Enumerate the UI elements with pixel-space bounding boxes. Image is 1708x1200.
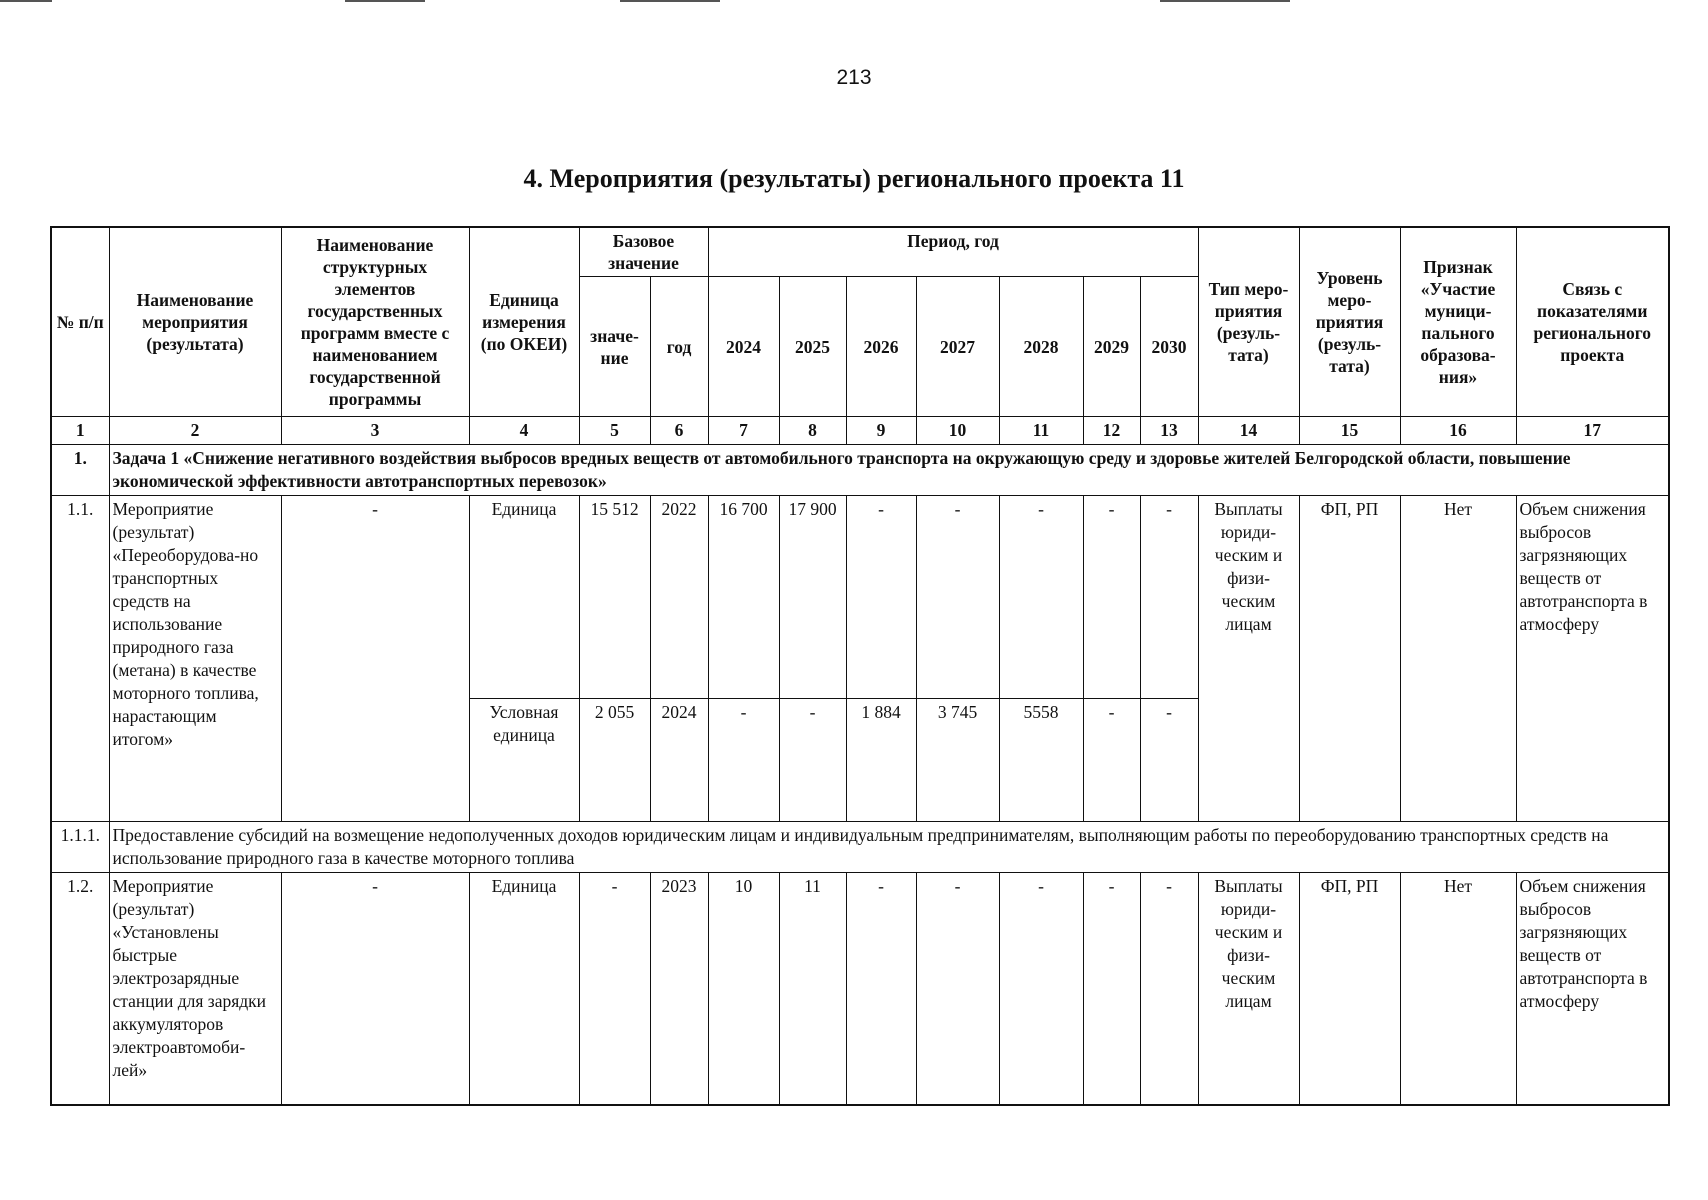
value-2025: 17 900 bbox=[779, 496, 846, 699]
activity-name: Мероприятие (результат) «Установлены быстрые электрозарядные станции для зарядки аккумуляторов электроавтомоби-лей» bbox=[109, 873, 281, 1105]
column-numbers-row bbox=[51, 417, 1669, 445]
value-2029: - bbox=[1083, 496, 1140, 699]
value-2028: 5558 bbox=[999, 699, 1083, 822]
value-2030: - bbox=[1140, 873, 1198, 1105]
task-row bbox=[51, 445, 1669, 496]
row-num: 1.1.1. bbox=[51, 822, 109, 873]
header-year-2030: 2030 bbox=[1140, 277, 1198, 417]
task-num: 1. bbox=[51, 445, 109, 496]
col-number: 12 bbox=[1083, 417, 1140, 445]
page-number: 213 bbox=[836, 66, 872, 89]
table-row-1-1-1 bbox=[51, 822, 1669, 873]
unit: Единица bbox=[469, 496, 579, 699]
scan-edge-mark bbox=[345, 0, 425, 2]
header-year-2024: 2024 bbox=[708, 277, 779, 417]
activity-type: Выплаты юриди-ческим и физи-ческим лицам bbox=[1198, 496, 1299, 822]
col-number: 11 bbox=[999, 417, 1083, 445]
col-number: 1 bbox=[51, 417, 109, 445]
col-number: 6 bbox=[650, 417, 708, 445]
base-value: 2 055 bbox=[579, 699, 650, 822]
row-num: 1.1. bbox=[51, 496, 109, 822]
value-2030: - bbox=[1140, 496, 1198, 699]
header-type: Тип меро-приятия (резуль-тата) bbox=[1198, 227, 1299, 417]
col-number: 2 bbox=[109, 417, 281, 445]
col-number: 4 bbox=[469, 417, 579, 445]
header-year-2028: 2028 bbox=[999, 277, 1083, 417]
header-sign: Признак «Участие муници-пального образова-ния» bbox=[1400, 227, 1516, 417]
header-name: Наименование мероприятия (результата) bbox=[109, 227, 281, 417]
base-value: - bbox=[579, 873, 650, 1105]
municipal-sign: Нет bbox=[1400, 873, 1516, 1105]
scan-edge-mark bbox=[1160, 0, 1290, 2]
header-year-2025: 2025 bbox=[779, 277, 846, 417]
col-number: 7 bbox=[708, 417, 779, 445]
indicator-link: Объем снижения выбросов загрязняющих веществ от автотранспорта в атмосферу bbox=[1516, 496, 1669, 822]
base-year: 2024 bbox=[650, 699, 708, 822]
value-2026: - bbox=[846, 496, 916, 699]
subsidy-text: Предоставление субсидий на возмещение недополученных доходов юридическим лицам и индивидуальным предпринимателям, выполняющим работы по переоборудованию транспортных средств на использование природного газа в качестве моторного топлива bbox=[109, 822, 1669, 873]
value-2029: - bbox=[1083, 699, 1140, 822]
indicator-link: Объем снижения выбросов загрязняющих веществ от автотранспорта в атмосферу bbox=[1516, 873, 1669, 1105]
header-struct: Наименование структурных элементов государственных программ вместе с наименованием государственной программы bbox=[281, 227, 469, 417]
scan-edge-mark bbox=[0, 0, 52, 2]
base-value: 15 512 bbox=[579, 496, 650, 699]
value-2024: 10 bbox=[708, 873, 779, 1105]
unit: Единица bbox=[469, 873, 579, 1105]
unit: Условная единица bbox=[469, 699, 579, 822]
value-2024: 16 700 bbox=[708, 496, 779, 699]
col-number: 5 bbox=[579, 417, 650, 445]
base-year: 2023 bbox=[650, 873, 708, 1105]
value-2028: - bbox=[999, 496, 1083, 699]
value-2028: - bbox=[999, 873, 1083, 1105]
value-2026: - bbox=[846, 873, 916, 1105]
activity-level: ФП, РП bbox=[1299, 873, 1400, 1105]
municipal-sign: Нет bbox=[1400, 496, 1516, 822]
header-num: № п/п bbox=[51, 227, 109, 417]
col-number: 17 bbox=[1516, 417, 1669, 445]
activity-name: Мероприятие (результат) «Переоборудова-но транспортных средств на использование природного газа (метана) в качестве моторного топлива, нарастающим итогом» bbox=[109, 496, 281, 822]
activities-table bbox=[50, 226, 1670, 1106]
base-year: 2022 bbox=[650, 496, 708, 699]
struct-elements: - bbox=[281, 873, 469, 1105]
header-year-2027: 2027 bbox=[916, 277, 999, 417]
value-2027: - bbox=[916, 496, 999, 699]
value-2027: - bbox=[916, 873, 999, 1105]
col-number: 15 bbox=[1299, 417, 1400, 445]
col-number: 14 bbox=[1198, 417, 1299, 445]
table-row-1-1 bbox=[51, 496, 1669, 699]
page-title: 4. Мероприятия (результаты) регионального проекта 11 bbox=[523, 164, 1185, 193]
row-num: 1.2. bbox=[51, 873, 109, 1105]
value-2030: - bbox=[1140, 699, 1198, 822]
value-2029: - bbox=[1083, 873, 1140, 1105]
activity-level: ФП, РП bbox=[1299, 496, 1400, 822]
header-period: Период, год bbox=[708, 227, 1198, 277]
header-base: Базовое значение bbox=[579, 227, 708, 277]
task-text: Задача 1 «Снижение негативного воздействия выбросов вредных веществ от автомобильного транспорта на окружающую среду и здоровье жителей Белгородской области, повышение экономической эффективности автотранспортных перевозок» bbox=[109, 445, 1669, 496]
col-number: 8 bbox=[779, 417, 846, 445]
header-base-value: значе-ние bbox=[579, 277, 650, 417]
header-level: Уровень меро-приятия (резуль-тата) bbox=[1299, 227, 1400, 417]
struct-elements: - bbox=[281, 496, 469, 822]
scan-edge-mark bbox=[620, 0, 720, 2]
header-row-1 bbox=[51, 227, 1669, 277]
value-2024: - bbox=[708, 699, 779, 822]
header-link: Связь с показателями регионального проекта bbox=[1516, 227, 1669, 417]
value-2027: 3 745 bbox=[916, 699, 999, 822]
value-2025: 11 bbox=[779, 873, 846, 1105]
header-unit: Единица измерения (по ОКЕИ) bbox=[469, 227, 579, 417]
col-number: 3 bbox=[281, 417, 469, 445]
table-row-1-2 bbox=[51, 873, 1669, 1105]
header-year-2029: 2029 bbox=[1083, 277, 1140, 417]
col-number: 16 bbox=[1400, 417, 1516, 445]
header-year-2026: 2026 bbox=[846, 277, 916, 417]
activity-type: Выплаты юриди-ческим и физи-ческим лицам bbox=[1198, 873, 1299, 1105]
col-number: 10 bbox=[916, 417, 999, 445]
col-number: 13 bbox=[1140, 417, 1198, 445]
value-2026: 1 884 bbox=[846, 699, 916, 822]
value-2025: - bbox=[779, 699, 846, 822]
header-base-year: год bbox=[650, 277, 708, 417]
col-number: 9 bbox=[846, 417, 916, 445]
